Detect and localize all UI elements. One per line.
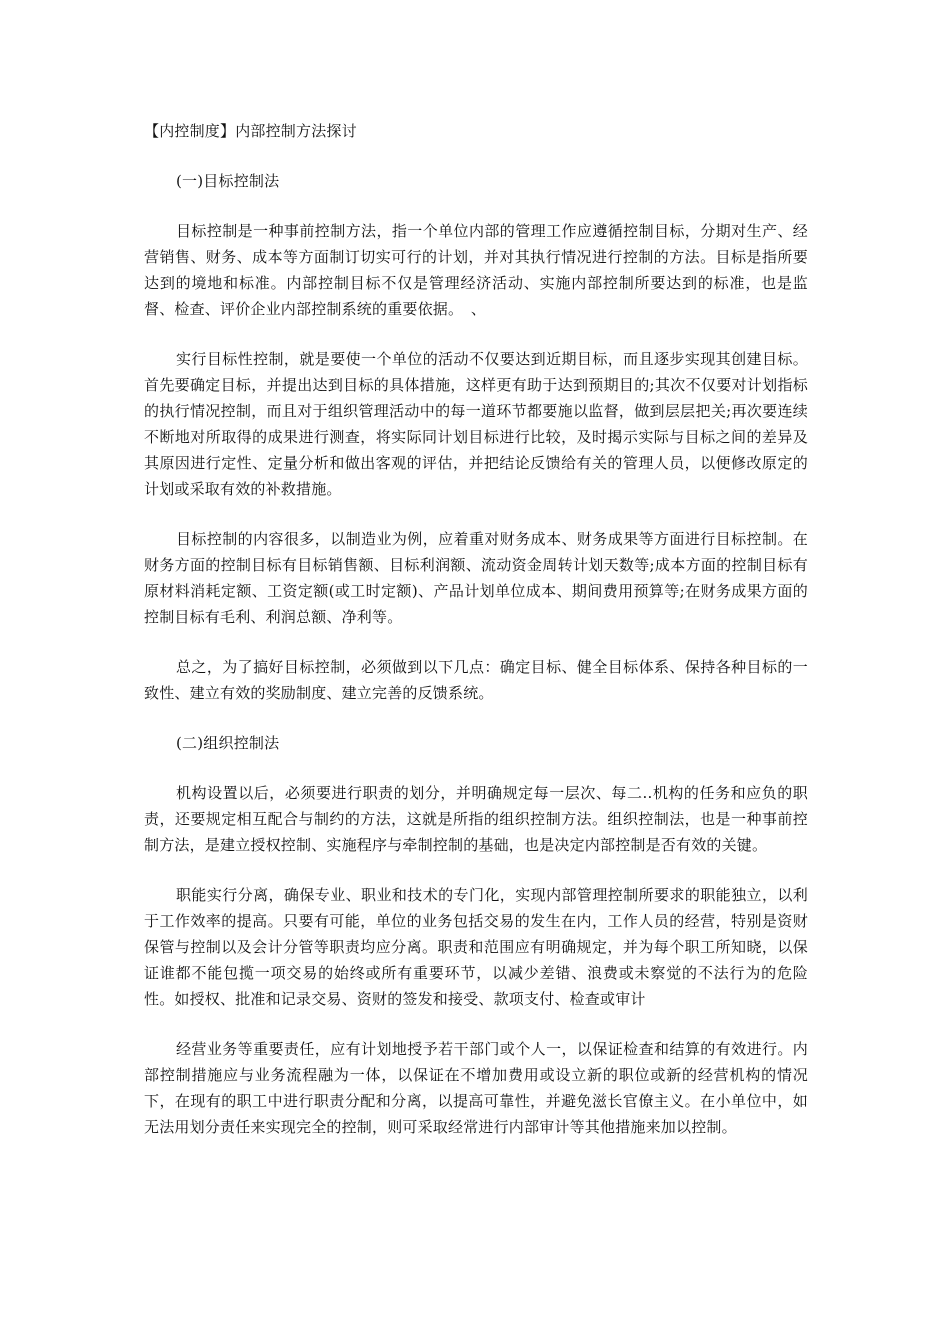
paragraph: 目标控制是一种事前控制方法，指一个单位内部的管理工作应遵循控制目标，分期对生产、经营销售、财务、成本等方面制订切实可行的计划，并对其执行情况进行控制的方法。目标是指所要达到的境地和标准。内部控制目标不仅是管理经济活动、实施内部控制所要达到的标准，也是监督、检查、评价企业内部控制系统的重要依据。 、 [144, 222, 808, 318]
paragraph: 总之，为了搞好目标控制，必须做到以下几点：确定目标、健全目标体系、保持各种目标的一致性、建立有效的奖励制度、建立完善的反馈系统。 [144, 658, 808, 702]
section-heading-organization-control: (二)组织控制法 [176, 734, 280, 752]
document-title: 【内控制度】内部控制方法探讨 [144, 122, 357, 140]
paragraph: 经营业务等重要责任，应有计划地授予若干部门或个人一，以保证检查和结算的有效进行。内部控制措施应与业务流程融为一体，以保证在不增加费用或设立新的职位或新的经营机构的情况下，在现有的职工中进行职责分配和分离，以提高可靠性，并避免滋长官僚主义。在小单位中，如无法用划分责任来实现完全的控制，则可采取经常进行内部审计等其他措施来加以控制。 [144, 1040, 808, 1136]
paragraph: 职能实行分离，确保专业、职业和技术的专门化，实现内部管理控制所要求的职能独立，以利于工作效率的提高。只要有可能，单位的业务包括交易的发生在内，工作人员的经营，特别是资财保管与控制以及会计分管等职责均应分离。职责和范围应有明确规定，并为每个职工所知晓，以保证谁都不能包揽一项交易的始终或所有重要环节，以减少差错、浪费或未察觉的不法行为的危险性。如授权、批准和记录交易、资财的签发和接受、款项支付、检查或审计 [144, 886, 808, 1008]
document-page [144, 118, 808, 1164]
paragraph: 机构设置以后，必须要进行职责的划分，并明确规定每一层次、每二..机构的任务和应负的职责，还要规定相互配合与制约的方法，这就是所指的组织控制方法。组织控制法，也是一种事前控制方法，是建立授权控制、实施程序与牵制控制的基础，也是决定内部控制是否有效的关键。 [144, 784, 808, 854]
section-heading-target-control: (一)目标控制法 [176, 172, 280, 190]
paragraph: 目标控制的内容很多，以制造业为例，应着重对财务成本、财务成果等方面进行目标控制。在财务方面的控制目标有目标销售额、目标利润额、流动资金周转计划天数等;成本方面的控制目标有原材料消耗定额、工资定额(或工时定额)、产品计划单位成本、期间费用预算等;在财务成果方面的控制目标有毛利、利润总额、净利等。 [144, 530, 808, 626]
paragraph: 实行目标性控制，就是要使一个单位的活动不仅要达到近期目标，而且逐步实现其创建目标。首先要确定目标，并提出达到目标的具体措施，这样更有助于达到预期目的;其次不仅要对计划指标的执行情况控制，而且对于组织管理活动中的每一道环节都要施以监督，做到层层把关;再次要连续不断地对所取得的成果进行测查，将实际同计划目标进行比较，及时揭示实际与目标之间的差异及其原因进行定性、定量分析和做出客观的评估，并把结论反馈给有关的管理人员，以便修改原定的计划或采取有效的补救措施。 [144, 350, 808, 498]
